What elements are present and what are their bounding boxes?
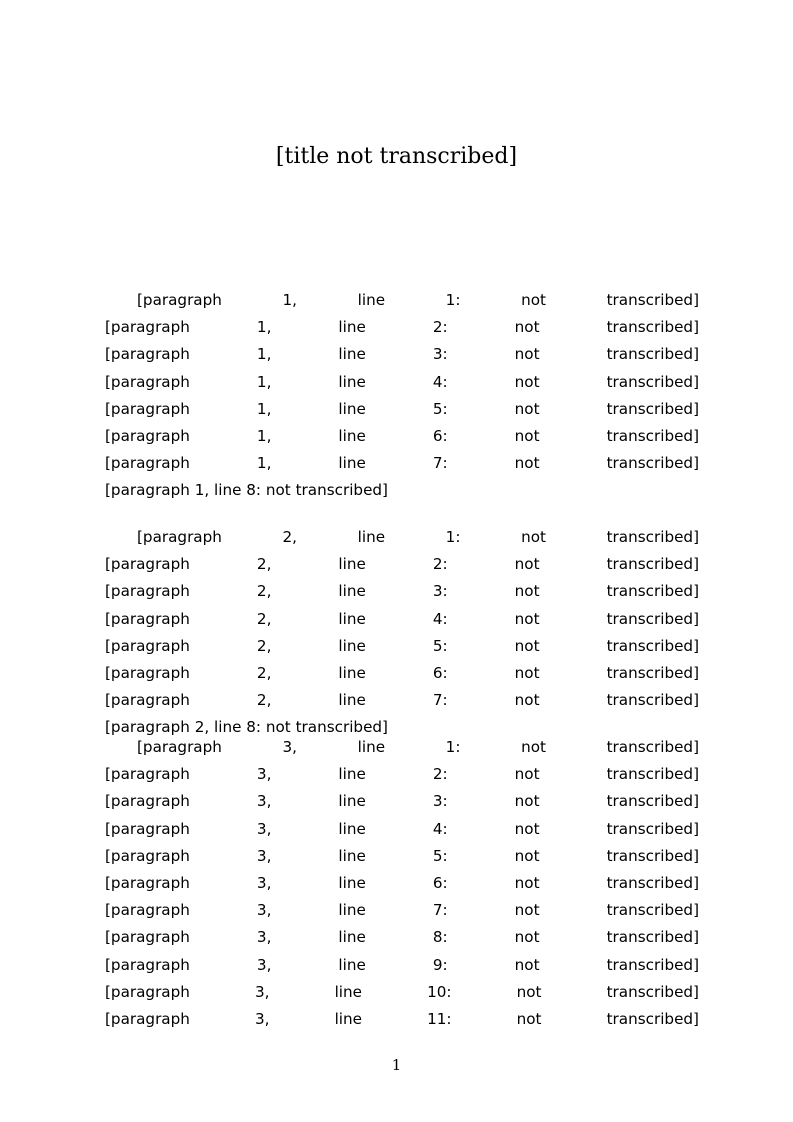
- document-title: [title not transcribed]: [275, 144, 518, 169]
- paragraph-line: [paragraph 2, line 1: not transcribed]: [137, 528, 699, 546]
- paragraph-1: [105, 287, 699, 505]
- paragraph-line: [paragraph 3, line 9: not transcribed]: [105, 955, 699, 974]
- paragraph-line: [paragraph 2, line 5: not transcribed]: [105, 636, 699, 655]
- paragraph-line: [paragraph 1, line 7: not transcribed]: [105, 454, 699, 473]
- paragraph-line: [paragraph 2, line 6: not transcribed]: [105, 663, 699, 682]
- paragraph-line: [paragraph 3, line 3: not transcribed]: [105, 792, 699, 811]
- paragraph-line: [paragraph 1, line 3: not transcribed]: [105, 345, 699, 364]
- paragraph-line: [paragraph 3, line 6: not transcribed]: [105, 873, 699, 892]
- paragraph-line: [paragraph 2, line 8: not transcribed]: [105, 718, 388, 737]
- paragraph-line: [paragraph 2, line 2: not transcribed]: [105, 555, 699, 574]
- paragraph-line: [paragraph 3, line 1: not transcribed]: [137, 738, 699, 756]
- paragraph-line: [paragraph 2, line 7: not transcribed]: [105, 691, 699, 710]
- paragraph-2: [105, 524, 699, 742]
- paragraph-line: [paragraph 2, line 3: not transcribed]: [105, 582, 699, 601]
- paragraph-3: [105, 734, 699, 1033]
- paragraph-line: [paragraph 1, line 6: not transcribed]: [105, 426, 699, 445]
- paragraph-line: [paragraph 1, line 1: not transcribed]: [137, 291, 699, 309]
- paragraph-line: [paragraph 3, line 2: not transcribed]: [105, 765, 699, 784]
- paragraph-line: [paragraph 3, line 8: not transcribed]: [105, 928, 699, 947]
- paragraph-line: [paragraph 1, line 5: not transcribed]: [105, 399, 699, 418]
- paragraph-line: [paragraph 3, line 11: not transcribed]: [105, 1009, 699, 1028]
- page-number: 1: [391, 1056, 402, 1074]
- paragraph-line: [paragraph 3, line 10: not transcribed]: [105, 982, 699, 1001]
- paragraph-line: [paragraph 3, line 4: not transcribed]: [105, 819, 699, 838]
- paragraph-line: [paragraph 3, line 7: not transcribed]: [105, 901, 699, 920]
- paragraph-line: [paragraph 1, line 8: not transcribed]: [105, 481, 388, 500]
- paragraph-line: [paragraph 2, line 4: not transcribed]: [105, 609, 699, 628]
- paragraph-line: [paragraph 3, line 5: not transcribed]: [105, 846, 699, 865]
- paragraph-line: [paragraph 1, line 2: not transcribed]: [105, 318, 699, 337]
- paragraph-line: [paragraph 1, line 4: not transcribed]: [105, 372, 699, 391]
